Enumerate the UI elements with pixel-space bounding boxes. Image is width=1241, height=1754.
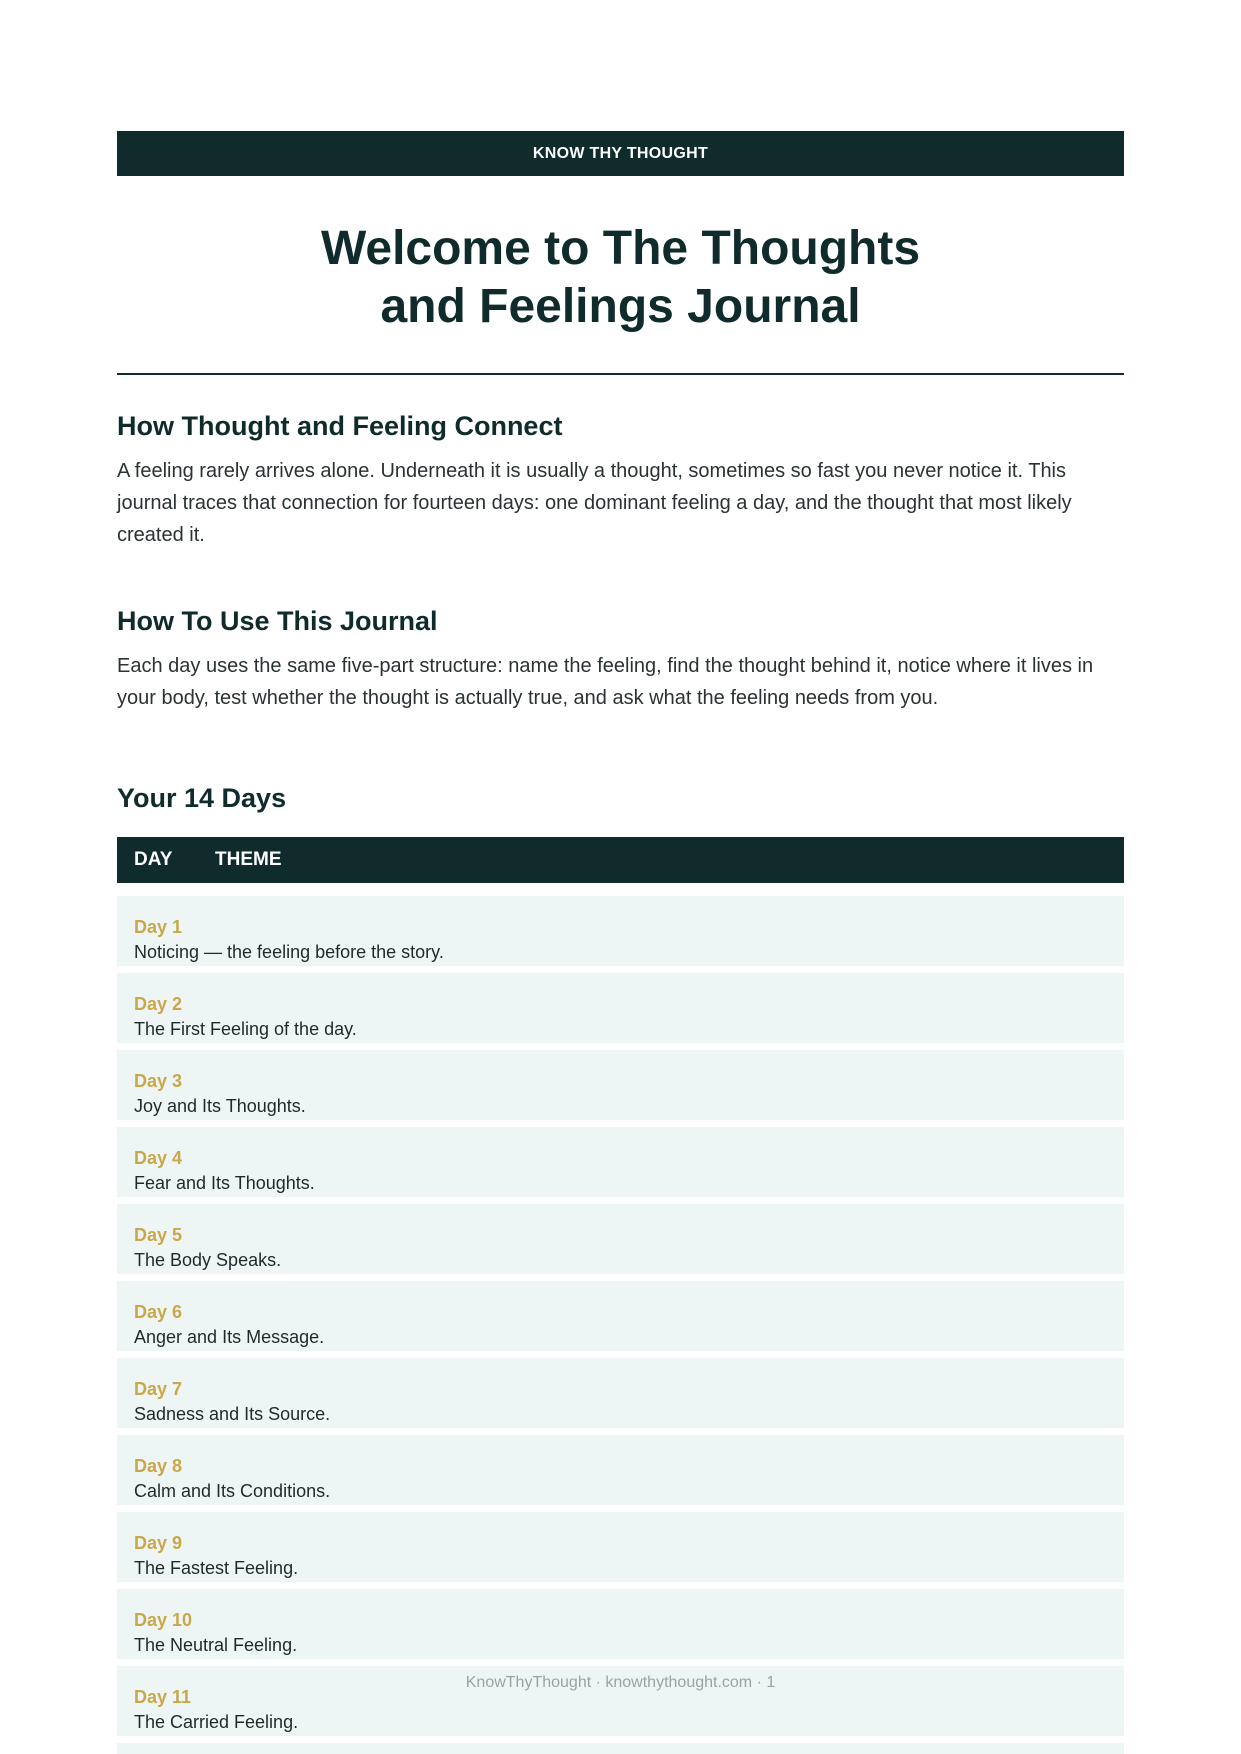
brand-banner bbox=[117, 131, 1124, 176]
day-label: Day 6 bbox=[134, 1302, 183, 1322]
section-body-connect: A feeling rarely arrives alone. Underneath it is usually a thought, sometimes so fast you never notice it. This journal traces that connection for fourteen days: one dominant feeling a day, and the thought that most likely created it. bbox=[117, 460, 1072, 546]
day-label: Day 11 bbox=[134, 1687, 192, 1707]
column-header-theme: THEME bbox=[215, 849, 282, 870]
day-theme: The First Feeling of the day. bbox=[134, 1019, 357, 1039]
day-label: Day 5 bbox=[134, 1225, 183, 1245]
table-row-partial bbox=[117, 1743, 1124, 1754]
day-label: Day 8 bbox=[134, 1456, 183, 1476]
title-divider bbox=[117, 373, 1124, 375]
day-label: Day 7 bbox=[134, 1379, 183, 1399]
column-header-day: DAY bbox=[134, 849, 173, 870]
day-theme: The Neutral Feeling. bbox=[134, 1635, 298, 1655]
day-theme: The Fastest Feeling. bbox=[134, 1558, 299, 1578]
page-footer: KnowThyThought · knowthythought.com · 1 bbox=[465, 1674, 776, 1691]
table-row bbox=[117, 973, 1124, 1043]
table-row bbox=[117, 1204, 1124, 1274]
days-table-header bbox=[117, 837, 1124, 883]
day-theme: Fear and Its Thoughts. bbox=[134, 1173, 315, 1193]
day-theme: The Carried Feeling. bbox=[134, 1712, 299, 1732]
section-heading-days: Your 14 Days bbox=[117, 783, 287, 813]
day-theme: The Body Speaks. bbox=[134, 1250, 282, 1270]
table-row bbox=[117, 1358, 1124, 1428]
section-body-how-to-use: Each day uses the same five-part structure: name the feeling, find the thought behind it, notice where it lives in your body, test whether the thought is actually true, and ask what the feeling needs from you. bbox=[117, 655, 1094, 709]
day-label: Day 10 bbox=[134, 1610, 193, 1630]
table-row bbox=[117, 896, 1124, 966]
day-theme: Joy and Its Thoughts. bbox=[134, 1096, 306, 1116]
brand-name: KNOW THY THOUGHT bbox=[532, 144, 709, 162]
day-label: Day 2 bbox=[134, 994, 183, 1014]
day-theme: Sadness and Its Source. bbox=[134, 1404, 331, 1424]
table-row bbox=[117, 1435, 1124, 1505]
section-heading-how-to-use: How To Use This Journal bbox=[117, 606, 438, 636]
day-theme: Noticing — the feeling before the story. bbox=[134, 942, 444, 962]
section-heading-connect: How Thought and Feeling Connect bbox=[117, 411, 563, 441]
day-label: Day 3 bbox=[134, 1071, 183, 1091]
day-theme: Anger and Its Message. bbox=[134, 1327, 325, 1347]
page-title-line-2: and Feelings Journal bbox=[380, 280, 861, 333]
table-row bbox=[117, 1589, 1124, 1659]
days-table-body bbox=[117, 896, 1124, 1754]
table-row bbox=[117, 1512, 1124, 1582]
page-title-line-1: Welcome to The Thoughts bbox=[320, 222, 921, 275]
table-row bbox=[117, 1050, 1124, 1120]
day-theme: Calm and Its Conditions. bbox=[134, 1481, 331, 1501]
page-title bbox=[117, 220, 1124, 336]
table-row bbox=[117, 1127, 1124, 1197]
day-label: Day 9 bbox=[134, 1533, 183, 1553]
table-row bbox=[117, 1281, 1124, 1351]
day-label: Day 1 bbox=[134, 917, 183, 937]
day-label: Day 4 bbox=[134, 1148, 183, 1168]
